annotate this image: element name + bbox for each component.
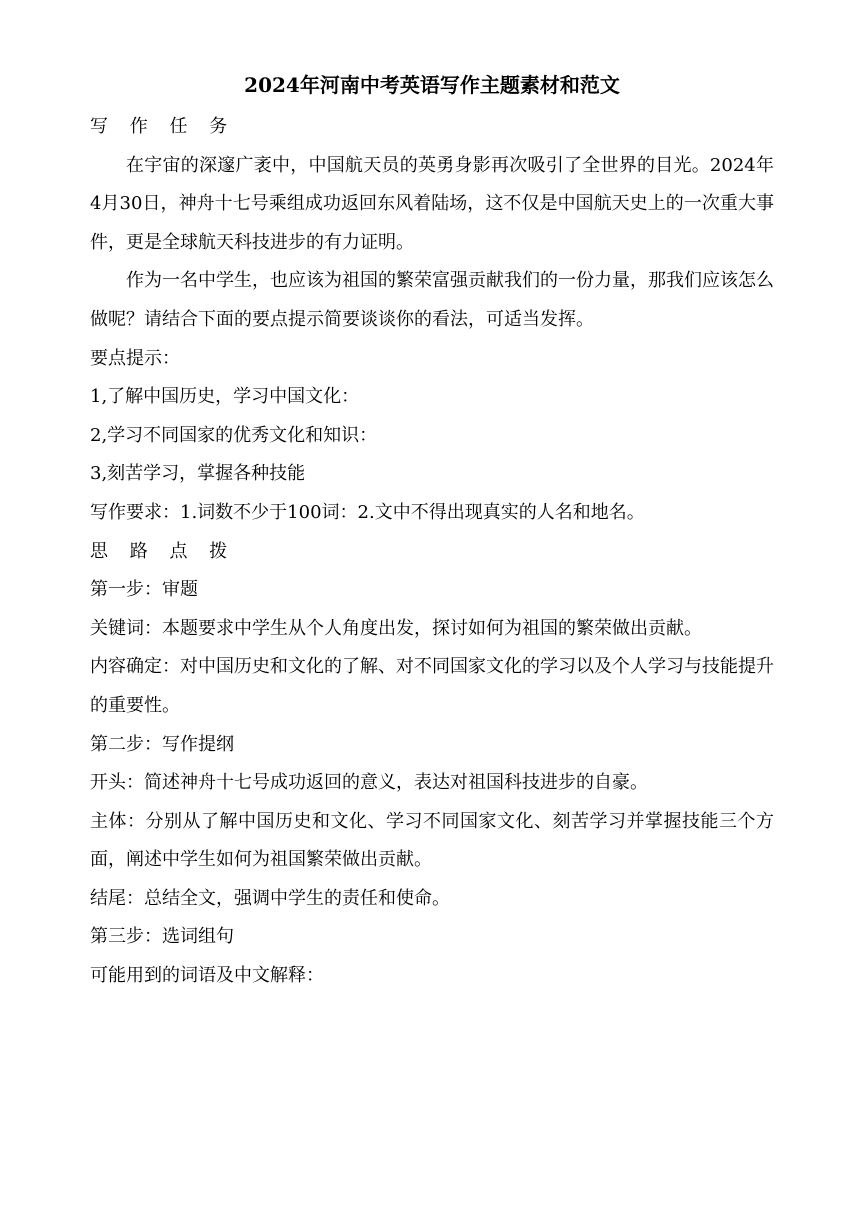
step3-label: 第三步：选词组句 (90, 926, 234, 948)
outline-opening: 开头：简述神舟十七号成功返回的意义，表达对祖国科技进步的自豪。 (90, 772, 648, 794)
section-heading-ideas: 思 路 点 拨 (90, 540, 236, 562)
step2-label: 第二步：写作提纲 (90, 733, 234, 755)
section-heading-task: 写 作 任 务 (90, 116, 236, 137)
task-paragraph-1: 在宇宙的深邃广袤中，中国航天员的英勇身影再次吸引了全世界的目光。2024年4月30日，神舟十七号乘组成功返回东风着陆场，这不仅是中国航天史上的一次重大事件，更是全球航天科技进步的有力证明。 (90, 154, 774, 253)
keywords-line: 关键词：本题要求中学生从个人角度出发，探讨如何为祖国的繁荣做出贡献。 (90, 617, 702, 639)
task-paragraph-2: 作为一名中学生，也应该为祖国的繁荣富强贡献我们的一份力量，那我们应该怎么做呢？请结合下面的要点提示简要谈谈你的看法，可适当发挥。 (90, 270, 774, 330)
outline-body: 主体：分别从了解中国历史和文化、学习不同国家文化、刻苦学习并掌握技能三个方面，阐述中学生如何为祖国繁荣做出贡献。 (90, 810, 774, 871)
point-item-1: 1,了解中国历史，学习中国文化： (90, 386, 360, 408)
point-item-2: 2,学习不同国家的优秀文化和知识： (90, 424, 378, 446)
document-title: 2024年河南中考英语写作主题素材和范文 (244, 73, 620, 97)
writing-requirements: 写作要求：1.词数不少于100词：2.文中不得出现真实的人名和地名。 (90, 501, 645, 523)
step1-label: 第一步：审题 (90, 579, 198, 601)
outline-ending: 结尾：总结全文，强调中学生的责任和使命。 (90, 887, 450, 909)
points-label: 要点提示： (90, 347, 180, 369)
point-item-3: 3,刻苦学习，掌握各种技能 (90, 463, 306, 485)
vocab-label: 可能用到的词语及中文解释： (90, 965, 324, 987)
content-determination: 内容确定：对中国历史和文化的了解、对不同国家文化的学习以及个人学习与技能提升的重要性。 (90, 656, 774, 716)
document-page (90, 70, 774, 996)
